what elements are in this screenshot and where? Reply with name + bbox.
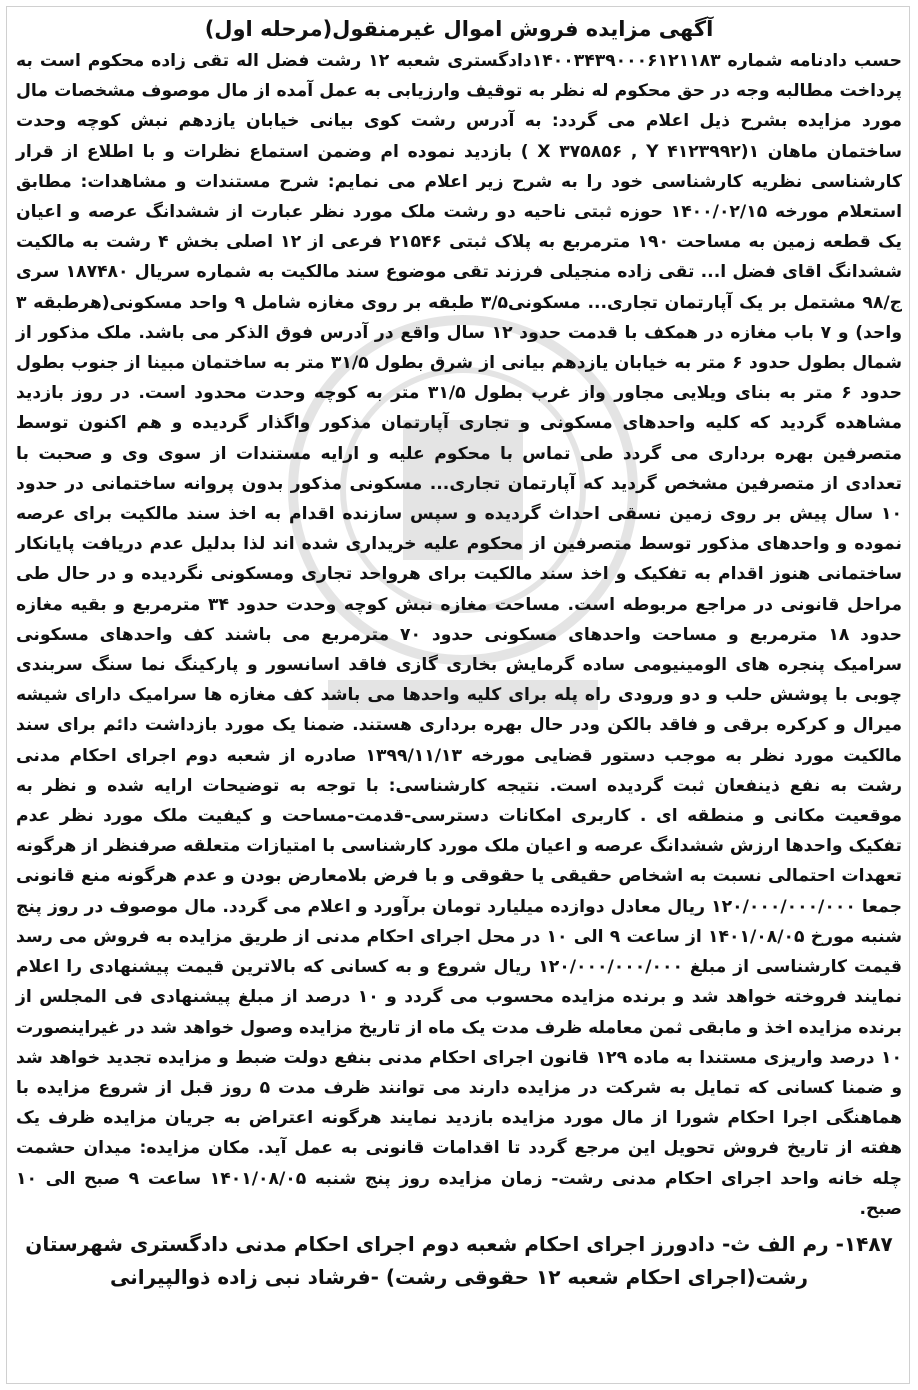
notice-title: آگهی مزایده فروش اموال غیرمنقول(مرحله اول)	[204, 17, 714, 41]
notice-body: حسب دادنامه شماره ۱۴۰۰۳۴۳۹۰۰۰۶۱۲۱۱۸۳دادگستری شعبه ۱۲ رشت فضل اله تقی زاده محکوم است به پرداخت مطالبه وجه در حق محکوم له نظر به توقیف وارزیابی به عمل آمده از مال موصوف مشخصات مال مورد مزایده بشرح ذیل اعلام می گردد: به آدرس رشت کوی بیانی خیابان یازدهم نبش کوچه وحدت ساختمان ماهان ۱(X ۳۷۵۸۵۶ , Y ۴۱۲۳۹۹۲ ) بازدید نموده ام وضمن استماع نظرات و با اطلاع از قرار کارشناسی نظریه کارشناسی خود را به شرح زیر اعلام می نمایم: شرح مستندات و مشاهدات: مطابق استعلام مورخه ۱۴۰۰/۰۲/۱۵ حوزه ثبتی ناحیه دو رشت ملک مورد نظر عبارت از ششدانگ عرصه و اعیان یک قطعه زمین به مساحت ۱۹۰ مترمربع به پلاک ثبتی ۲۱۵۴۶ فرعی از ۱۲ اصلی بخش ۴ رشت به مالکیت ششدانگ اقای فضل ا... تقی زاده منجیلی فرزند تقی موضوع سند مالکیت به شماره سریال ۱۸۷۴۸۰ سری ج/۹۸ مشتمل بر یک آپارتمان تجاری... مسکونی۳/۵ طبقه بر روی مغازه شامل ۹ واحد مسکونی(هرطبقه ۳ واحد) و ۷ باب مغازه در همکف با قدمت حدود ۱۲ سال واقع در آدرس فوق الذکر می باشد. ملک مذکور از شمال بطول حدود ۶ متر به خیابان یازدهم بیانی از شرق بطول ۳۱/۵ متر به ساختمان مبینا از جنوب بطول حدود ۶ متر به بنای ویلایی مجاور واز غرب بطول ۳۱/۵ متر به کوچه وحدت محدود است. در روز بازدید مشاهده گردید که کلیه واحدهای مسکونی و تجاری آپارتمان مذکور واگذار گردیده و هم اکنون توسط متصرفین بهره برداری می گردد طی تماس با محکوم علیه و ارایه مستندات از سوی وی و صحبت با تعدادی از متصرفین مشخص گردید که آپارتمان تجاری... مسکونی مذکور بدون پروانه ساختمانی در حدود ۱۰ سال پیش بر روی زمین نسقی احداث گردیده و سپس سازنده اقدام به اخذ سند مالکیت برای عرصه نموده و واحدهای مذکور توسط متصرفین از محکوم علیه خریداری شده اند لذا بدلیل عدم دریافت پایانکار ساختمانی هنوز اقدام به تفکیک و اخذ سند مالکیت برای هرواحد تجاری ومسکونی نگردیده و در حال طی مراحل قانونی در مراجع مربوطه است. مساحت مغازه نبش کوچه وحدت حدود ۳۴ مترمربع و بقیه مغازه حدود ۱۸ مترمربع و مساحت واحدهای مسکونی حدود ۷۰ مترمربع می باشند کف واحدهای مسکونی سرامیک پنجره های الومینیومی ساده گرمایش بخاری گازی فاقد اسانسور و پارکینگ نما سنگ سربندی چوبی با پوشش حلب و دو ورودی راه پله برای کلیه واحدها می باشد کف مغازه ها سرامیک دارای شیشه میرال و کرکره برقی و فاقد بالکن ودر حال بهره برداری هستند. ضمنا یک مورد بازداشت دائم برای سند مالکیت مورد نظر به موجب دستور قضایی مورخه ۱۳۹۹/۱۱/۱۳ صادره از شعبه دوم اجرای احکام مدنی رشت به نفع ذینفعان ثبت گردیده است. نتیجه کارشناسی: با توجه به توضیحات ارایه شده و نظر به موقعیت مکانی و منطقه ای . کاربری امکانات دسترسی-قدمت-مساحت و کیفیت ملک مورد نظر عدم تفکیک واحدها ارزش ششدانگ عرصه و اعیان ملک مورد کارشناسی با امتیازات متعلقه صرفنظر از هرگونه تعهدات احتمالی نسبت به اشخاص حقیقی یا حقوقی و با فرض بلامعارض بودن و عدم هرگونه منع قانونی جمعا ۱۲۰/۰۰۰/۰۰۰/۰۰۰ ریال معادل دوازده میلیارد تومان برآورد و اعلام می گردد. مال موصوف در روز پنج شنبه مورخ ۱۴۰۱/۰۸/۰۵ از ساعت ۹ الی ۱۰ در محل اجرای احکام مدنی از طریق مزایده به فروش می رسد قیمت کارشناسی از مبلغ ۱۲۰/۰۰۰/۰۰۰/۰۰۰ ریال شروع و به کسانی که بالاترین قیمت پیشنهادی را اعلام نمایند فروخته خواهد شد و برنده مزایده محسوب می گردد و ۱۰ درصد از مبلغ پیشنهادی فی المجلس از برنده مزایده اخذ و مابقی ثمن معامله ظرف مدت یک ماه از تاریخ مزایده وصول خواهد شد در غیراینصورت ۱۰ درصد واریزی مستندا به ماده ۱۲۹ قانون اجرای احکام مدنی بنفع دولت ضبط و مزایده تجدید خواهد شد و ضمنا کسانی که تمایل به شرکت در مزایده دارند می توانند ظرف مدت ۵ روز قبل از شروع مزایده با هماهنگی اجرا احکام شورا از مال مورد مزایده بازدید نمایند هرگونه اعتراض به جریان مزایده ظرف یک هفته از تاریخ فروش تحویل این مرجع گردد تا اقدامات قانونی به عمل آید. مکان مزایده: میدان حشمت چله خانه واحد اجرای احکام مدنی رشت- زمان مزایده روز پنج شنبه ۱۴۰۱/۰۸/۰۵ ساعت ۹ صبح الی ۱۰ صبح.	[16, 51, 903, 1219]
notice-footer: ۱۴۸۷- رم الف ث- دادورز اجرای احکام شعبه دوم اجرای احکام مدنی دادگستری شهرستان رشت(اجرای احکام شعبه ۱۲ حقوقی رشت) -فرشاد نبی زاده ذوالپیرانی	[25, 1231, 893, 1289]
auction-notice	[16, 14, 902, 1294]
